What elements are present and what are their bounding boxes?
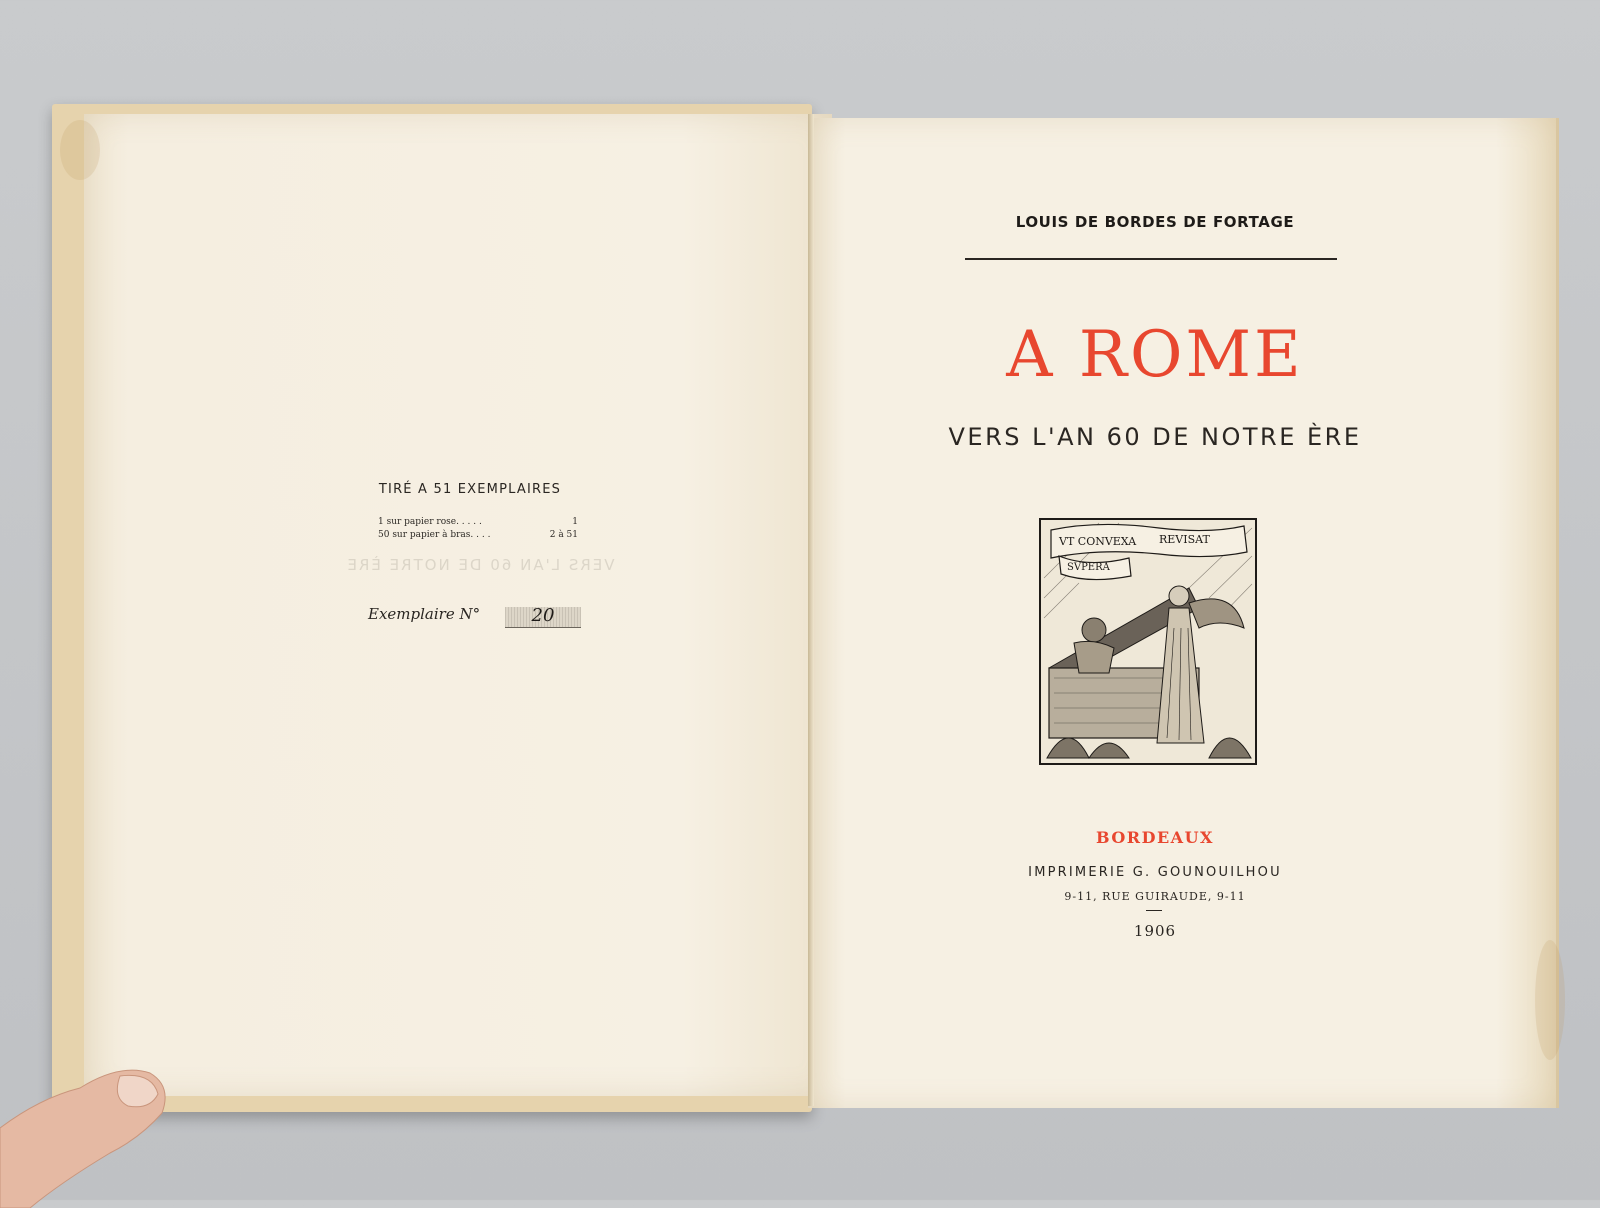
copy-label: Exemplaire N° — [368, 605, 481, 623]
edition-list — [378, 516, 578, 542]
book-subtitle: VERS L'AN 60 DE NOTRE ÈRE — [948, 423, 1362, 451]
open-book — [52, 104, 1572, 1114]
edition-label: 1 sur papier rose. . . . . — [378, 517, 482, 527]
edition-value: 2 à 51 — [549, 530, 578, 540]
imprint-divider — [1146, 910, 1162, 911]
author-name: LOUIS DE BORDES DE FORTAGE — [1015, 213, 1295, 231]
edition-row — [378, 516, 578, 529]
banner-text-right: REVISAT — [1159, 533, 1210, 546]
copy-number: 20 — [531, 605, 555, 626]
imprint-place: BORDEAUX — [1096, 828, 1214, 847]
printer-mark-woodcut — [1039, 518, 1257, 765]
paper-stain — [1535, 940, 1565, 1060]
book-gutter — [808, 114, 814, 1106]
book-title: A ROME — [1006, 318, 1304, 392]
imprint-printer: IMPRIMERIE G. GOUNOUILHOU — [1028, 865, 1282, 880]
imprint-year: 1906 — [1133, 922, 1177, 940]
paper-stain — [60, 120, 100, 180]
show-through-text: VERS L'AN 60 DE NOTRE ÈRE — [345, 556, 615, 574]
thumb-holding-page — [0, 1058, 190, 1208]
edition-label: 50 sur papier à bras. . . . — [378, 530, 491, 540]
imprint-address: 9-11, RUE GUIRAUDE, 9-11 — [1064, 890, 1246, 903]
edition-row — [378, 529, 578, 542]
edition-value: 1 — [572, 517, 578, 527]
limitation-title: TIRÉ A 51 EXEMPLAIRES — [378, 482, 562, 497]
banner-text-top: VT CONVEXA — [1059, 535, 1137, 548]
banner-text-left: SVPERA — [1067, 562, 1110, 573]
title-rule — [965, 258, 1337, 260]
